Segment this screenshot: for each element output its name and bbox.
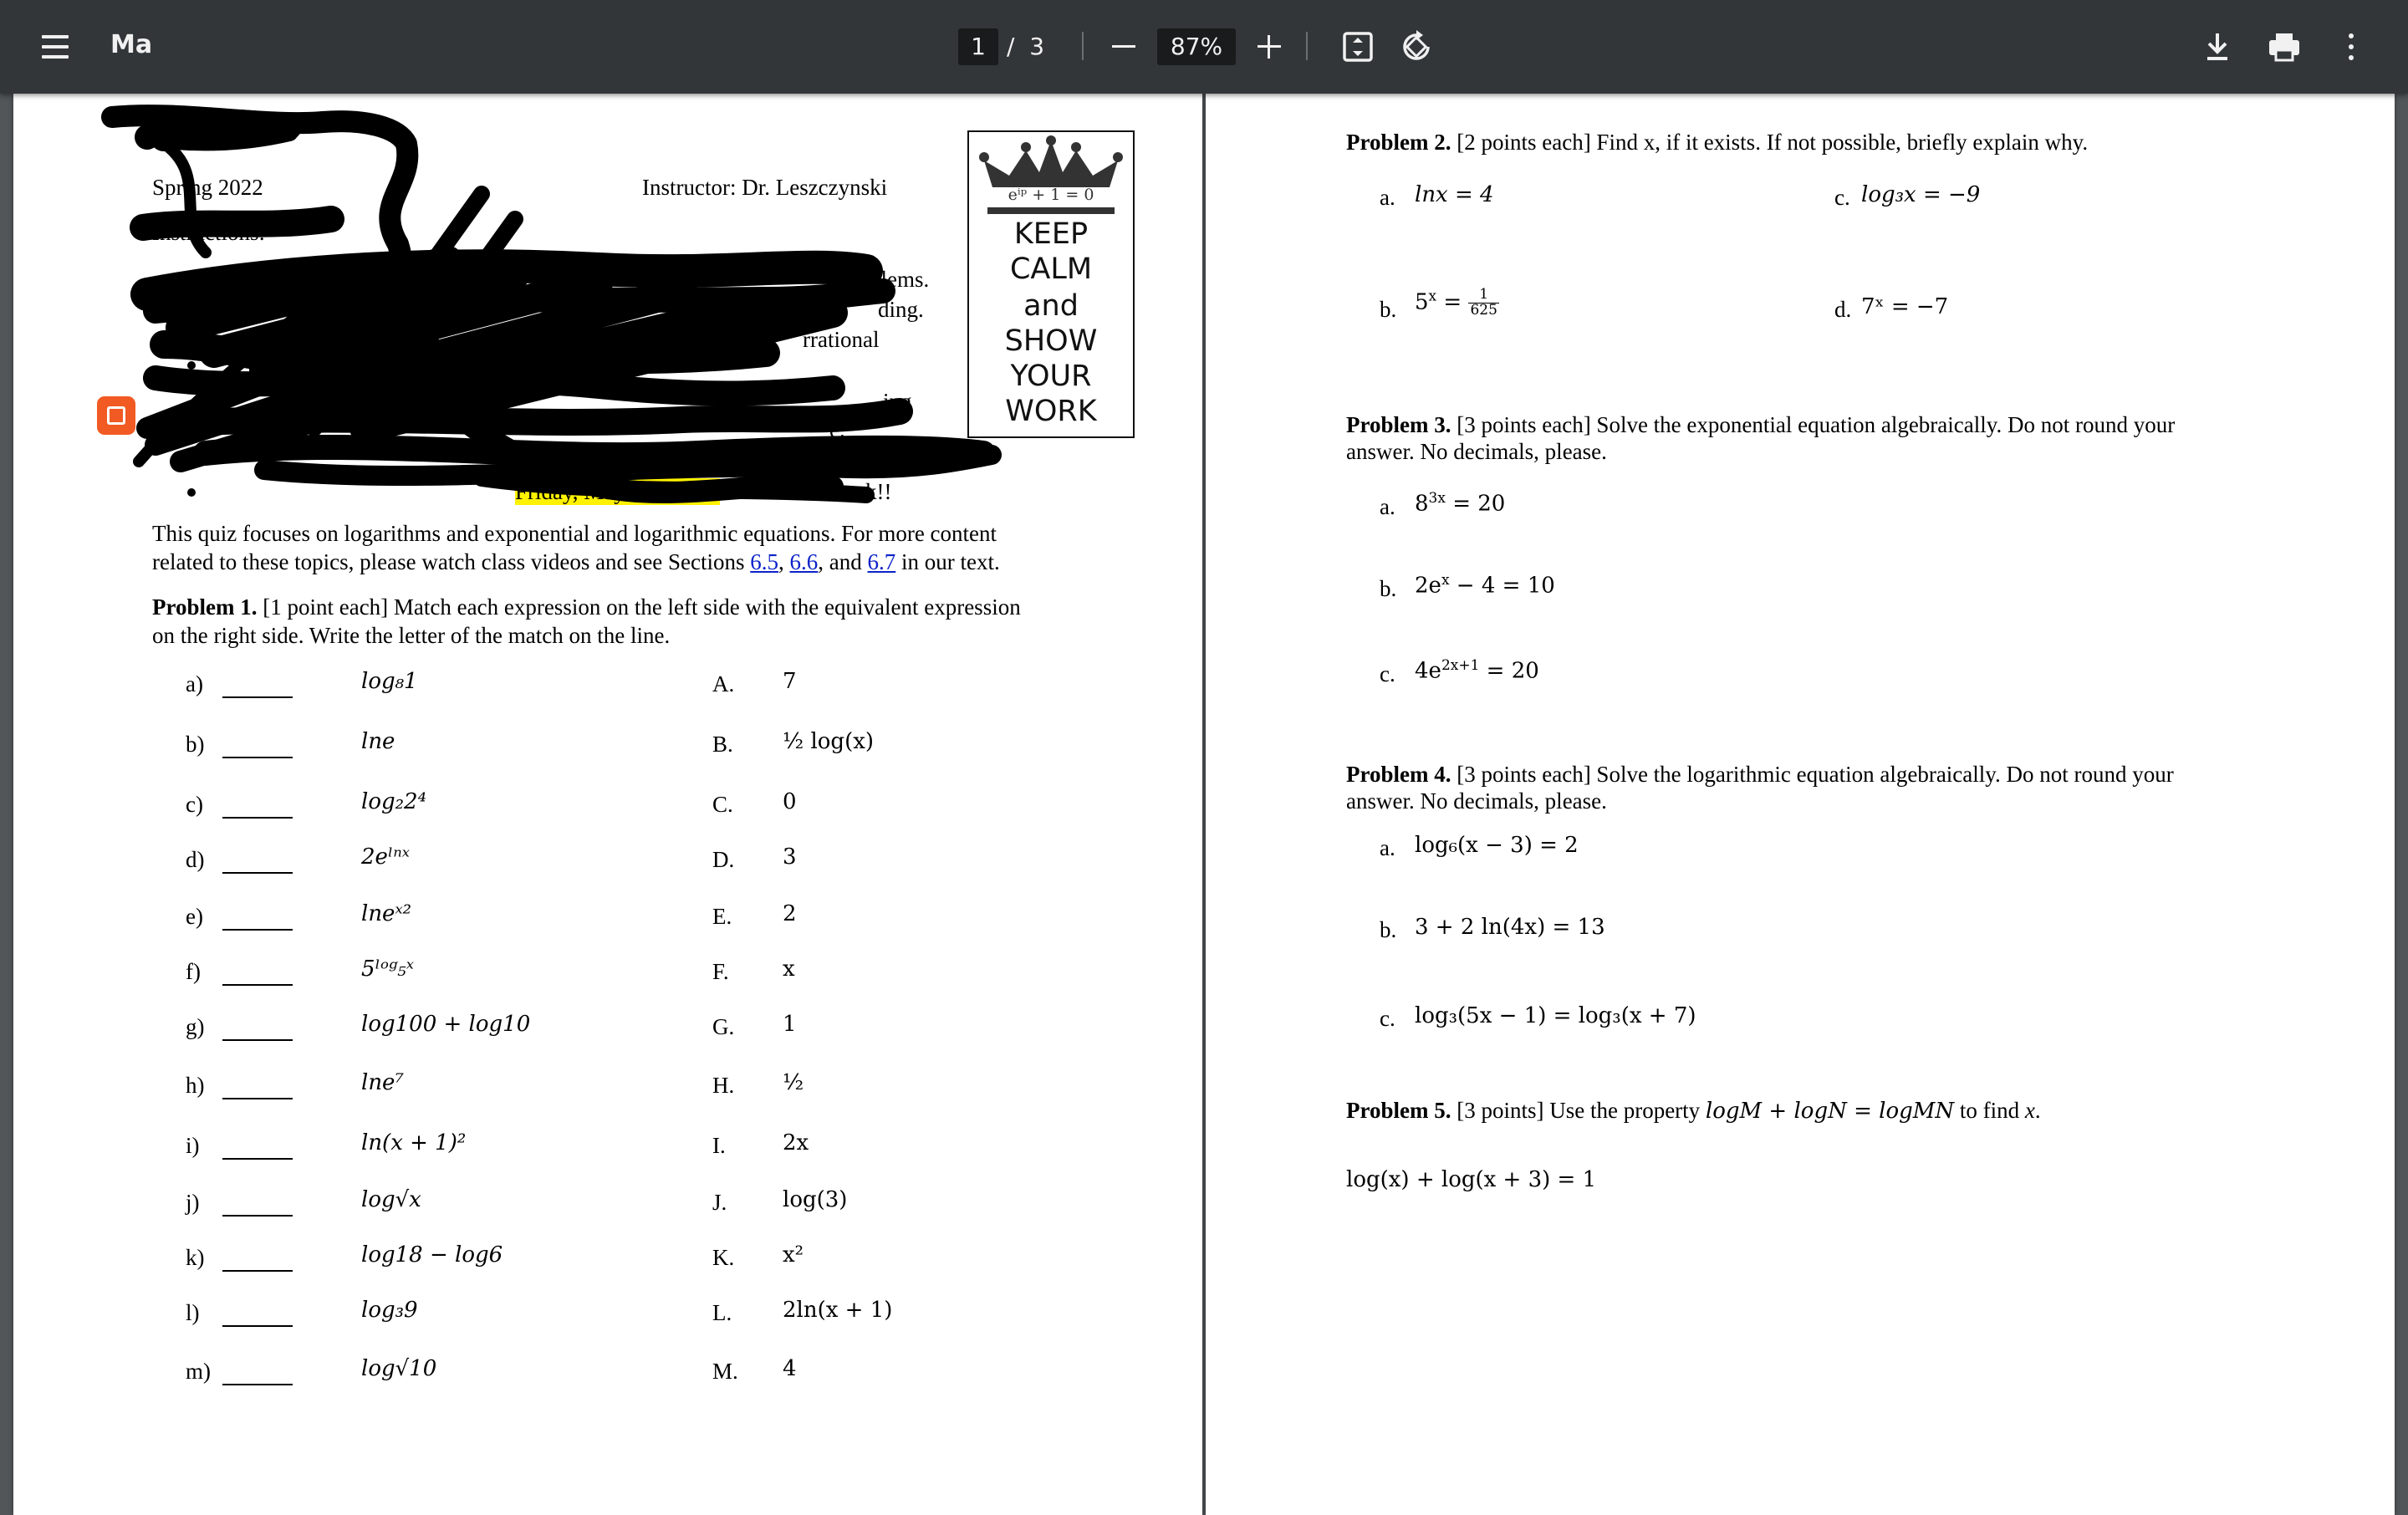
match-right-expression: 2 xyxy=(783,901,797,926)
p2-c-expr: log₃x = −9 xyxy=(1861,182,1981,207)
problem-3-heading xyxy=(1346,411,2175,438)
problem-5-text: [3 points] Use the property xyxy=(1451,1098,1706,1123)
match-right-letter: A. xyxy=(712,671,735,696)
match-right-expression: 2ln(x + 1) xyxy=(783,1298,893,1323)
match-right-letter: I. xyxy=(712,1133,726,1158)
p2-b-denominator: 625 xyxy=(1470,301,1497,319)
p4-a-expr: log₆(x − 3) = 2 xyxy=(1415,833,1579,858)
match-left-letter: m) xyxy=(186,1359,211,1384)
match-left-expression: lne⁷ xyxy=(361,1070,404,1095)
p3-b-exponent: x xyxy=(1441,572,1450,589)
answer-blank[interactable] xyxy=(222,1365,293,1391)
answer-blank[interactable] xyxy=(222,1251,293,1278)
p3-a-label: a. xyxy=(1380,494,1395,519)
problem-5-text: to find xyxy=(1954,1098,2025,1123)
match-left-letter: l) xyxy=(186,1300,200,1325)
match-right-expression: 2x xyxy=(783,1130,809,1155)
p2-b-label: b. xyxy=(1380,297,1397,322)
match-right-expression: 1 xyxy=(783,1012,797,1037)
match-left-expression: log18 − log6 xyxy=(361,1242,503,1268)
poster-line: KEEP xyxy=(1013,217,1089,251)
match-right-expression: ½ xyxy=(783,1070,804,1095)
answer-blank[interactable] xyxy=(222,1139,293,1166)
intro-line-2 xyxy=(152,548,1000,575)
p2-b-fraction xyxy=(1468,288,1498,319)
intro-text: , xyxy=(778,549,790,574)
match-right-letter: K. xyxy=(712,1245,735,1270)
match-right-letter: H. xyxy=(712,1073,735,1098)
answer-blank[interactable] xyxy=(222,910,293,936)
due-date-highlight: Friday, May 6 at 11:59 xyxy=(515,479,721,504)
instruction-fragment: ding. xyxy=(878,297,924,322)
instructions-label: Instructions: xyxy=(152,220,265,245)
match-left-expression: ln(x + 1)² xyxy=(361,1130,467,1155)
match-right-expression: 4 xyxy=(783,1356,797,1381)
match-left-letter: h) xyxy=(186,1073,205,1098)
intro-line-1: This quiz focuses on logarithms and exponential and logarithmic equations. For more content xyxy=(152,521,997,546)
match-left-expression: log₈1 xyxy=(361,669,418,694)
p4-a-label: a. xyxy=(1380,835,1395,860)
p4-c-label: c. xyxy=(1380,1006,1395,1031)
problem-5-property: logM + logN = logMN xyxy=(1705,1099,1955,1124)
problem-3-text: [3 points each] Solve the exponential equation algebraically. Do not round your xyxy=(1451,412,2176,437)
problem-5-text: . xyxy=(2034,1098,2041,1123)
match-right-letter: E. xyxy=(712,904,732,929)
answer-blank[interactable] xyxy=(222,965,293,992)
problem-3-label: Problem 3. xyxy=(1346,412,1451,437)
problem-5-variable: x xyxy=(2024,1098,2035,1123)
match-right-expression: log(3) xyxy=(783,1187,848,1212)
problem-2-heading xyxy=(1346,129,2088,156)
p3-b-base: 2e xyxy=(1415,573,1441,599)
match-left-expression: log√10 xyxy=(361,1356,437,1381)
match-right-expression: x² xyxy=(783,1242,804,1268)
section-link-6-7[interactable]: 6.7 xyxy=(867,549,896,574)
poster-line: YOUR xyxy=(1010,360,1092,393)
poster-line: and xyxy=(1023,289,1079,323)
toolbar-divider xyxy=(1082,32,1084,60)
answer-blank[interactable] xyxy=(222,1020,293,1047)
poster-line: WORK xyxy=(1005,395,1097,428)
more-vert-icon[interactable] xyxy=(2333,28,2370,65)
p3-c-base: 4e xyxy=(1415,658,1441,684)
match-right-expression: ½ log(x) xyxy=(783,729,875,754)
problem-5-label: Problem 5. xyxy=(1346,1098,1451,1123)
match-right-letter: C. xyxy=(712,792,733,817)
keep-calm-poster xyxy=(967,130,1135,438)
pdf-page-2 xyxy=(1206,94,2395,1515)
answer-blank[interactable] xyxy=(222,1079,293,1105)
problem-1-label: Problem 1. xyxy=(152,594,258,620)
pdf-page-1 xyxy=(13,94,1202,1515)
instruction-fragment: rk!! xyxy=(858,479,892,504)
download-icon[interactable] xyxy=(2199,28,2236,65)
match-left-letter: i) xyxy=(186,1133,200,1158)
floating-extension-icon[interactable] xyxy=(97,396,135,435)
match-right-expression: 0 xyxy=(783,789,797,814)
match-left-letter: e) xyxy=(186,904,203,929)
intro-text: related to these topics, please watch class videos and see Sections xyxy=(152,549,751,574)
match-left-expression: log₂2⁴ xyxy=(361,789,426,814)
p3-b-label: b. xyxy=(1380,576,1397,601)
match-right-expression: x xyxy=(783,956,795,982)
p2-d-expr: 7ˣ = −7 xyxy=(1861,294,1949,319)
problem-4-text: [3 points each] Solve the logarithmic equation algebraically. Do not round your xyxy=(1451,762,2174,787)
problem-2-label: Problem 2. xyxy=(1346,130,1451,155)
p2-b-exponent: x xyxy=(1428,288,1437,305)
match-left-expression: lneˣ² xyxy=(361,901,412,926)
p2-a-expr: lnx = 4 xyxy=(1415,182,1494,207)
p4-b-label: b. xyxy=(1380,917,1397,942)
match-left-letter: b) xyxy=(186,732,205,757)
answer-blank[interactable] xyxy=(222,737,293,764)
match-left-expression: log√x xyxy=(361,1187,421,1212)
instructor-label: Instructor: Dr. Leszczynski xyxy=(642,175,888,200)
p3-b-expr xyxy=(1415,572,1555,599)
problem-5-equation: log(x) + log(x + 3) = 1 xyxy=(1346,1167,1597,1192)
instruction-fragment: rrational xyxy=(803,327,880,352)
pdf-toolbar xyxy=(0,0,2408,94)
answer-blank[interactable] xyxy=(222,798,293,824)
total-pages: 3 xyxy=(1029,33,1045,60)
p4-b-expr: 3 + 2 ln(4x) = 13 xyxy=(1415,915,1605,940)
menu-icon[interactable] xyxy=(37,28,74,65)
match-right-letter: J. xyxy=(712,1190,727,1215)
match-left-letter: c) xyxy=(186,792,203,817)
p3-c-rest: = 20 xyxy=(1479,658,1539,684)
match-right-letter: F. xyxy=(712,959,729,984)
match-left-letter: a) xyxy=(186,671,203,696)
match-right-letter: L. xyxy=(712,1300,732,1325)
problem-3-text-line-2: answer. No decimals, please. xyxy=(1346,439,1607,464)
match-right-letter: M. xyxy=(712,1359,738,1384)
p2-b-expr xyxy=(1415,288,1499,319)
match-right-letter: D. xyxy=(712,847,735,872)
answer-blank[interactable] xyxy=(222,1306,293,1333)
problem-5-heading xyxy=(1346,1097,2041,1125)
p3-b-rest: − 4 = 10 xyxy=(1449,573,1555,599)
p3-a-rest: = 20 xyxy=(1445,491,1506,517)
match-left-expression: 2eˡⁿˣ xyxy=(361,844,411,870)
answer-blank[interactable] xyxy=(222,677,293,704)
problem-4-text-line-2: answer. No decimals, please. xyxy=(1346,788,1607,814)
document-title: Ma xyxy=(110,30,153,59)
term-label: Spring 2022 xyxy=(152,175,263,200)
toolbar-divider xyxy=(1306,32,1308,60)
fit-page-icon[interactable] xyxy=(1339,28,1376,65)
match-left-expression: lne xyxy=(361,729,395,754)
instruction-fragment: e. xyxy=(829,417,845,442)
rotate-icon[interactable] xyxy=(1398,28,1435,65)
section-link-6-6[interactable]: 6.6 xyxy=(789,549,819,574)
p2-a-label: a. xyxy=(1380,185,1395,210)
problem-1-heading xyxy=(152,594,1021,620)
problem-1-text-line-2: on the right side. Write the letter of the match on the line. xyxy=(152,623,671,648)
match-left-letter: g) xyxy=(186,1014,205,1039)
match-left-expression: log100 + log10 xyxy=(361,1012,531,1037)
page-count xyxy=(1007,28,1044,65)
match-left-expression: 5ˡᵒᵍ₅ˣ xyxy=(361,956,414,982)
match-left-letter: j) xyxy=(186,1190,200,1215)
problem-4-label: Problem 4. xyxy=(1346,762,1451,787)
zoom-level-input[interactable]: 87% xyxy=(1157,28,1236,65)
match-right-letter: G. xyxy=(712,1014,735,1039)
match-left-letter: d) xyxy=(186,847,205,872)
zoom-in-icon[interactable] xyxy=(1251,28,1288,65)
p3-c-exponent: 2x+1 xyxy=(1441,657,1480,674)
problem-1-text: [1 point each] Match each expression on the left side with the equivalent expression xyxy=(257,594,1021,620)
match-left-expression: log₃9 xyxy=(361,1298,418,1323)
section-link-6-5[interactable]: 6.5 xyxy=(750,549,779,574)
page-number-input[interactable]: 1 xyxy=(958,28,998,65)
p2-b-base: 5 xyxy=(1415,289,1429,315)
p3-a-expr xyxy=(1415,490,1505,518)
poster-formula: eⁱᵖ + 1 = 0 xyxy=(1008,186,1094,204)
problem-4-heading xyxy=(1346,761,2174,788)
print-icon[interactable] xyxy=(2266,28,2303,65)
p4-c-expr: log₃(5x − 1) = log₃(x + 7) xyxy=(1415,1003,1696,1028)
instruction-fragment: /Assign xyxy=(774,447,844,472)
p2-b-numerator: 1 xyxy=(1468,288,1498,304)
p3-a-base: 8 xyxy=(1415,491,1429,517)
match-left-letter: f) xyxy=(186,959,201,984)
match-right-letter: B. xyxy=(712,732,733,757)
poster-line: CALM xyxy=(1009,252,1093,286)
p2-c-label: c. xyxy=(1834,185,1850,210)
problem-2-text: [2 points each] Find x, if it exists. If not possible, briefly explain why. xyxy=(1451,130,2089,155)
match-left-letter: k) xyxy=(186,1245,205,1270)
match-right-expression: 3 xyxy=(783,844,797,870)
answer-blank[interactable] xyxy=(222,1196,293,1222)
p3-a-exponent: 3x xyxy=(1428,490,1446,507)
p3-c-label: c. xyxy=(1380,661,1395,686)
poster-line: SHOW xyxy=(1004,324,1098,358)
intro-text: , and xyxy=(818,549,868,574)
instruction-fragment: blems. xyxy=(870,267,930,292)
p2-d-label: d. xyxy=(1834,297,1852,322)
answer-blank[interactable] xyxy=(222,853,293,880)
zoom-out-icon[interactable] xyxy=(1105,28,1142,65)
p2-b-equals: = xyxy=(1436,289,1469,315)
intro-text: in our text. xyxy=(895,549,1000,574)
page-separator: / xyxy=(1007,33,1015,60)
match-right-expression: 7 xyxy=(783,669,797,694)
crown-icon xyxy=(976,135,1126,217)
instruction-fragment: ing xyxy=(883,389,912,414)
p3-c-expr xyxy=(1415,657,1539,685)
